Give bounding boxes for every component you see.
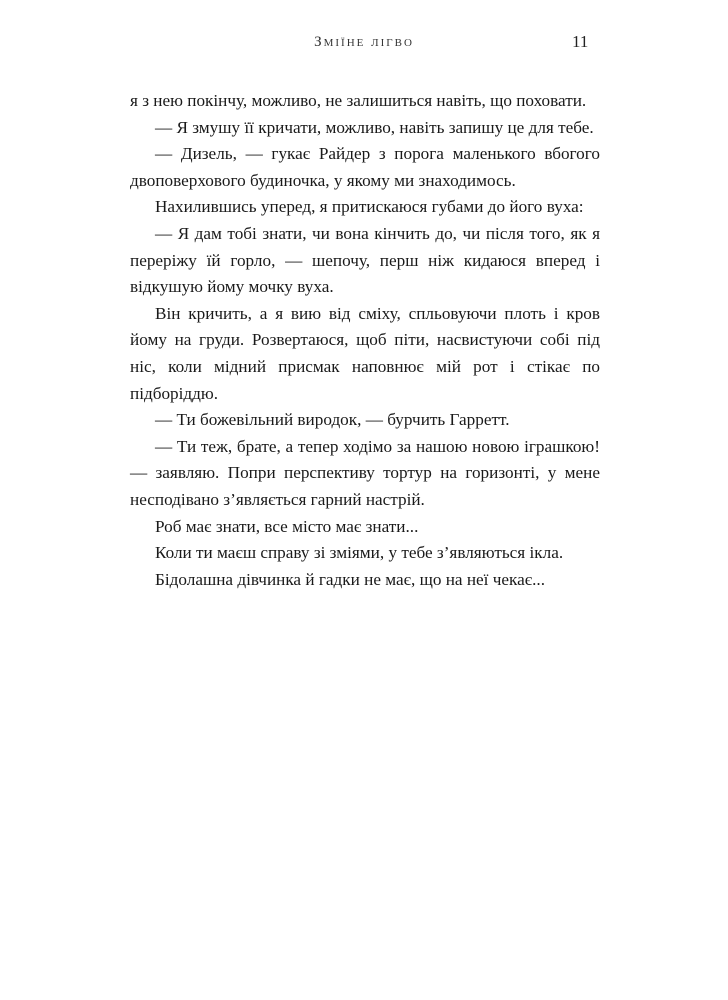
running-title: Зміїне лігво <box>314 34 414 50</box>
page-number: 11 <box>572 32 589 51</box>
paragraph-3: — Дизель, — гукає Райдер з порога маленького вбогого двоповерхового будиночка, у якому ми знаходимось. <box>130 144 600 190</box>
body-text <box>130 88 600 593</box>
paragraph-6: Він кричить, а я вию від сміху, спльовуючи плоть і кров йому на груди. Розвертаюся, щоб піти, насвистуючи собі під ніс, коли мідний присмак наповнює мій рот і стікає по підборіддю. <box>130 303 600 403</box>
page-header <box>0 34 728 58</box>
paragraph-11: Бідолашна дівчинка й гадки не має, що на неї чекає... <box>155 569 546 589</box>
paragraph-10: Коли ти маєш справу зі зміями, у тебе з’являються ікла. <box>155 543 564 563</box>
paragraph-7: — Ти божевільний виродок, — бурчить Гарретт. <box>155 410 510 430</box>
paragraph-5: — Я дам тобі знати, чи вона кінчить до, чи після того, як я переріжу їй горло, — шепочу, перш ніж кидаюся вперед і відкушую йому мочку вуха. <box>130 223 600 297</box>
paragraph-4: Нахилившись уперед, я притискаюся губами до його вуха: <box>155 197 584 217</box>
paragraph-8: — Ти теж, брате, а тепер ходімо за нашою новою іграшкою! — заявляю. Попри перспективу тортур на горизонті, у мене несподівано з’являється гарний настрій. <box>130 436 600 509</box>
paragraph-1: я з нею покінчу, можливо, не залишиться навіть, що поховати. <box>130 91 587 110</box>
paragraph-2: — Я змушу її кричати, можливо, навіть запишу це для тебе. <box>155 117 594 137</box>
paragraph-9: Роб має знати, все місто має знати... <box>155 516 419 536</box>
